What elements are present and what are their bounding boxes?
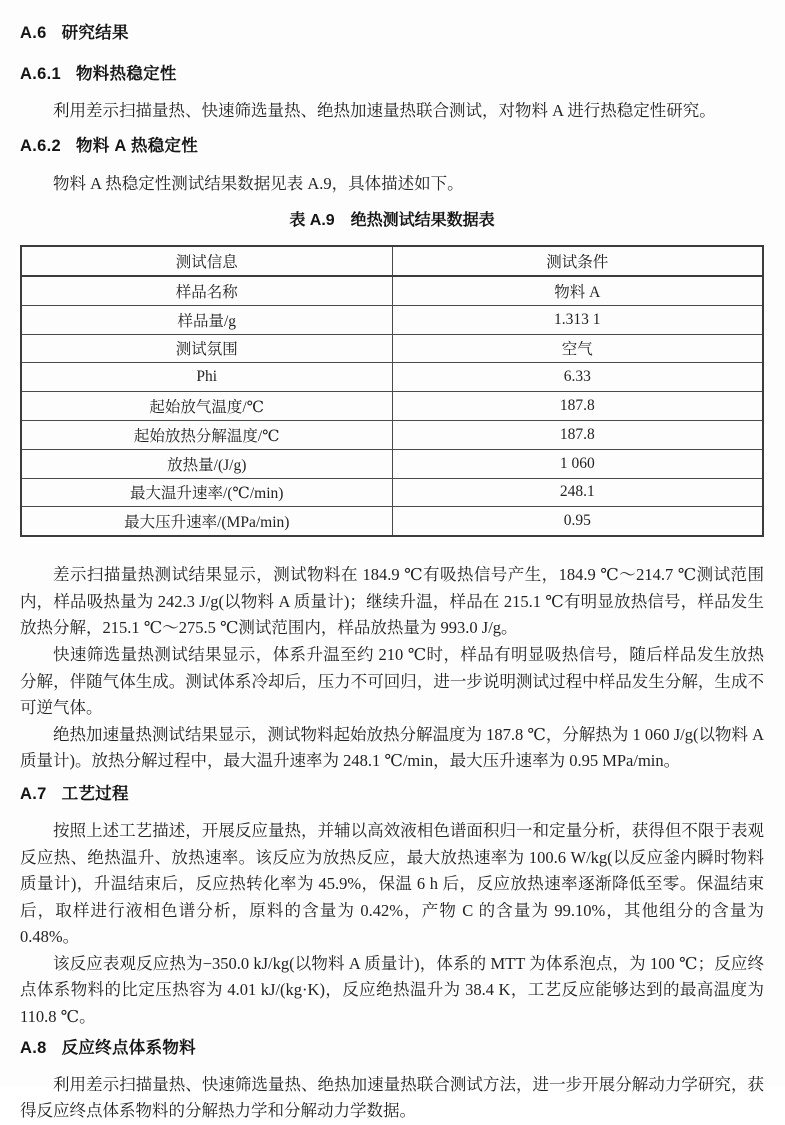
table-cell: 测试氛围 <box>21 334 392 363</box>
table-header-cell: 测试信息 <box>21 246 392 276</box>
table-header-row <box>21 246 763 276</box>
table-cell: 0.95 <box>392 507 763 536</box>
heading-number: A.8 <box>20 1038 47 1057</box>
table-row <box>21 478 763 507</box>
table-header-cell: 测试条件 <box>392 246 763 276</box>
table-cell: 物料 A <box>392 276 763 305</box>
section-heading-a7 <box>20 783 764 805</box>
heading-title: 物料热稳定性 <box>75 65 177 83</box>
paragraph-rapid-screening-results: 快速筛选量热测试结果显示，体系升温至约 210 ℃时，样品有明显吸热信号，随后样品发生放热分解，伴随气体生成。测试体系冷却后，压力不可回归，进一步说明测试过程中样品发生分解，生成不可逆气体。 <box>20 644 764 718</box>
paragraph-process-2: 该反应表观反应热为−350.0 kJ/kg(以物料 A 质量计)，体系的 MTT 为体系泡点，为 100 ℃；反应终点体系物料的比定压热容为 4.01 kJ/(kg·K)，反应绝热温升为 38.4 K，工艺反应能够达到的最高温度为 110.8 ℃。 <box>20 953 764 1027</box>
paragraph-a62-intro: 物料 A 热稳定性测试结果数据见表 A.9，具体描述如下。 <box>53 173 464 193</box>
adiabatic-test-results-table <box>20 245 764 537</box>
paragraph-a61-intro: 利用差示扫描量热、快速筛选量热、绝热加速量热联合测试，对物料 A 进行热稳定性研究。 <box>53 101 716 120</box>
heading-title: 研究结果 <box>61 24 129 42</box>
table-cell: 6.33 <box>392 363 763 392</box>
heading-title: 物料 A 热稳定性 <box>75 136 199 155</box>
table-row <box>21 363 763 392</box>
heading-number: A.7 <box>20 784 47 803</box>
table-cell: 最大温升速率/(℃/min) <box>21 478 392 507</box>
heading-title: 反应终点体系物料 <box>61 1038 196 1057</box>
section-heading-a61 <box>20 63 764 85</box>
table-cell: Phi <box>21 363 392 392</box>
table-cell: 样品量/g <box>21 305 392 334</box>
heading-number: A.6 <box>20 24 47 42</box>
heading-title: 工艺过程 <box>61 784 129 803</box>
table-cell: 起始放热分解温度/℃ <box>21 420 392 449</box>
table-cell: 187.8 <box>392 392 763 421</box>
paragraph-process-1: 按照上述工艺描述，开展反应量热，并辅以高效液相色谱面积归一和定量分析，获得但不限于表观反应热、绝热温升、放热速率。该反应为放热反应，最大放热速率为 100.6 W/kg(以反应釜内瞬时物料质量计)，升温结束后，反应热转化率为 45.9%，保温 6 h 后，反应放热速率逐渐降低至零。保温结束后，取样进行液相色谱分析，原料的含量为 0.42%，产物 C 的含量为 99.10%，其他组分的含量为 0.48%。 <box>20 820 764 947</box>
table-cell: 样品名称 <box>21 276 392 305</box>
table-cell: 187.8 <box>392 420 763 449</box>
table-caption-title: 绝热测试结果数据表 <box>350 212 495 230</box>
table-row <box>21 507 763 536</box>
section-heading-a62 <box>20 135 764 157</box>
table-row <box>21 449 763 478</box>
table-caption <box>20 207 764 230</box>
table-cell: 空气 <box>392 334 763 363</box>
paragraph-arc-results: 绝热加速量热测试结果显示，测试物料起始放热分解温度为 187.8 ℃，分解热为 1 060 J/g(以物料 A 质量计)。放热分解过程中，最大温升速率为 248.1 ℃/min，最大压升速率为 0.95 MPa/min。 <box>20 724 764 771</box>
section-heading-a8 <box>20 1037 764 1059</box>
table-row <box>21 276 763 305</box>
table-cell: 1.313 1 <box>392 305 763 334</box>
table-cell: 最大压升速率/(MPa/min) <box>21 507 392 536</box>
table-cell: 248.1 <box>392 478 763 507</box>
table-row <box>21 420 763 449</box>
table-caption-label: 表 A.9 <box>289 212 335 230</box>
table-row <box>21 305 763 334</box>
heading-number: A.6.1 <box>20 65 61 83</box>
heading-number: A.6.2 <box>20 136 61 155</box>
paragraph-dsc-results: 差示扫描量热测试结果显示，测试物料在 184.9 ℃有吸热信号产生，184.9 ℃～214.7 ℃测试范围内，样品吸热量为 242.3 J/g(以物料 A 质量计)；继续升温，样品在 215.1 ℃有明显放热信号，样品发生放热分解，215.1 ℃～275.5 ℃测试范围内，样品放热量为 993.0 J/g。 <box>20 565 764 638</box>
table-row <box>21 392 763 421</box>
table-cell: 放热量/(J/g) <box>21 449 392 478</box>
paragraph-a8-intro: 利用差示扫描量热、快速筛选量热、绝热加速量热联合测试方法，进一步开展分解动力学研究，获得反应终点体系物料的分解热力学和分解动力学数据。 <box>20 1074 764 1121</box>
table-row <box>21 334 763 363</box>
table-cell: 1 060 <box>392 449 763 478</box>
section-heading-a6 <box>20 22 764 44</box>
table-cell: 起始放气温度/℃ <box>21 392 392 421</box>
